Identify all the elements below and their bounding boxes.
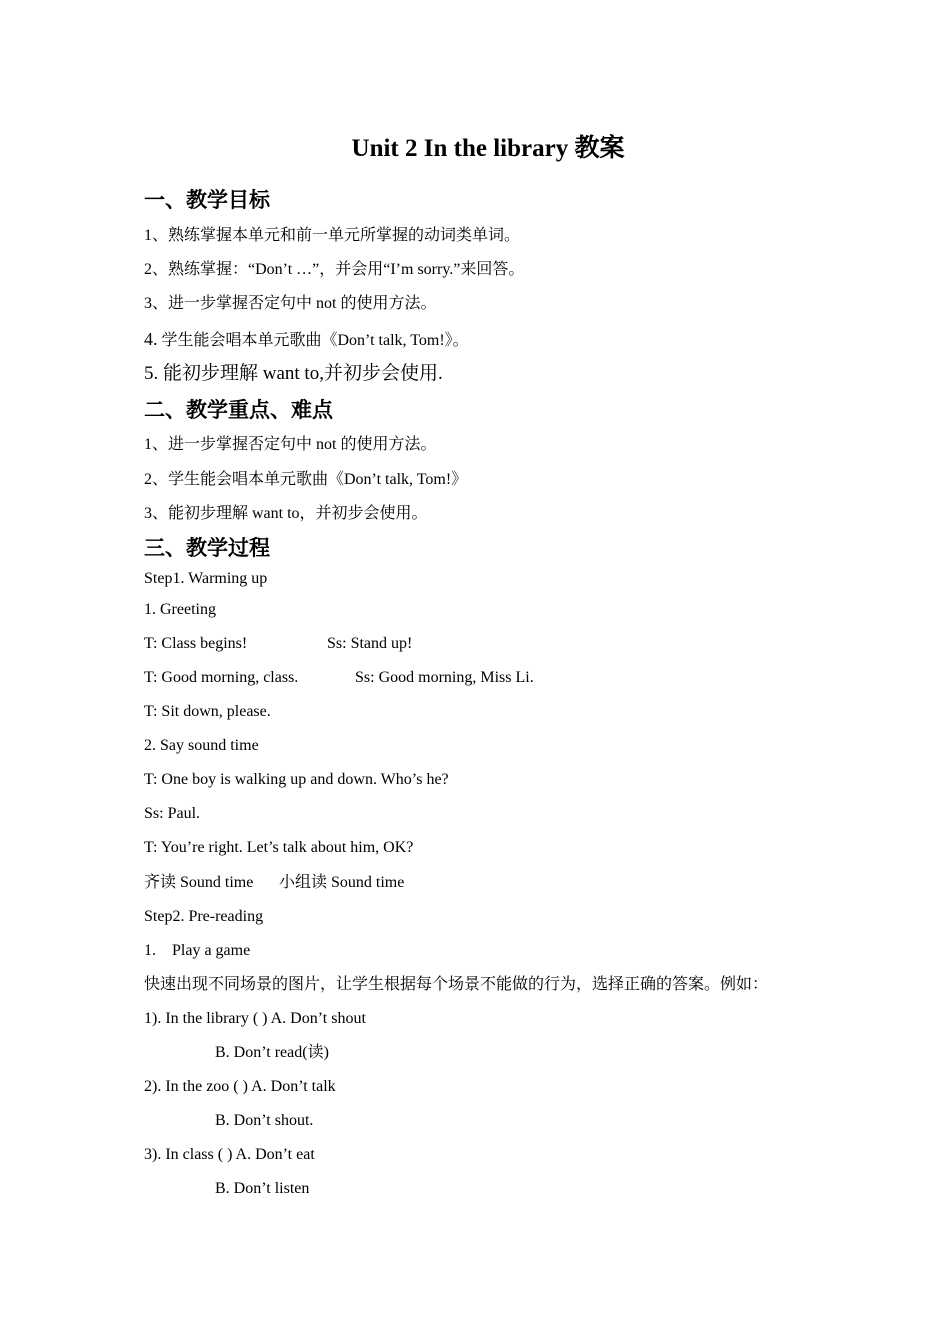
dialog-line: T: One boy is walking up and down. Who’s he? — [144, 771, 449, 788]
sub-step-text: Play a game — [172, 942, 251, 959]
step-heading: Step2. Pre-reading — [144, 908, 264, 925]
dialog-students: Ss: Stand up! — [327, 635, 413, 652]
dialog-line: T: Sit down, please. — [144, 703, 271, 720]
reading-group: 小组读 Sound time — [279, 874, 405, 891]
objective-text: 学生能会唱本单元歌曲《Don’t talk, Tom!》。 — [161, 332, 469, 349]
sub-step: 2. Say sound time — [144, 737, 259, 754]
step-heading: Step1. Warming up — [144, 570, 268, 587]
dialog-line: T: You’re right. Let’s talk about him, OK? — [144, 839, 414, 856]
sub-step-number: 1. — [144, 942, 156, 959]
sub-step — [144, 940, 250, 962]
section-heading-objectives: 一、教学目标 — [144, 188, 270, 212]
quiz-option: B. Don’t shout. — [215, 1112, 314, 1129]
objective-item — [144, 328, 469, 352]
quiz-question: 1). In the library ( ) A. Don’t shout — [144, 1010, 366, 1027]
quiz-question: 3). In class ( ) A. Don’t eat — [144, 1146, 315, 1163]
dialog-students: Ss: Good morning, Miss Li. — [355, 669, 534, 686]
key-point-item: 3、能初步理解 want to，并初步会使用。 — [144, 505, 428, 522]
dialog-line — [144, 667, 534, 689]
document-title: Unit 2 In the library 教案 — [351, 135, 625, 162]
dialog-line — [144, 633, 412, 655]
key-point-item: 2、学生能会唱本单元歌曲《Don’t talk, Tom!》 — [144, 471, 468, 488]
quiz-option: B. Don’t read(读) — [215, 1044, 329, 1061]
objective-number: 4. — [144, 329, 158, 349]
section-heading-key-points: 二、教学重点、难点 — [144, 398, 333, 422]
section-heading-process: 三、教学过程 — [144, 536, 270, 560]
dialog-teacher: T: Good morning, class. — [144, 669, 299, 686]
dialog-teacher: T: Class begins! — [144, 635, 248, 652]
objective-item: 1、熟练掌握本单元和前一单元所掌握的动词类单词。 — [144, 227, 521, 244]
quiz-question: 2). In the zoo ( ) A. Don’t talk — [144, 1078, 336, 1095]
sub-step: 1. Greeting — [144, 601, 216, 618]
objective-item: 5. 能初步理解 want to,并初步会使用. — [144, 363, 443, 384]
objective-item: 3、进一步掌握否定句中 not 的使用方法。 — [144, 295, 437, 312]
reading-activities — [144, 872, 404, 894]
key-point-item: 1、进一步掌握否定句中 not 的使用方法。 — [144, 436, 437, 453]
reading-all: 齐读 Sound time — [144, 874, 254, 891]
game-description: 快速出现不同场景的图片，让学生根据每个场景不能做的行为，选择正确的答案。例如： — [144, 976, 769, 993]
dialog-line: Ss: Paul. — [144, 805, 201, 822]
objective-item: 2、熟练掌握：“Don’t …”，并会用“I’m sorry.”来回答。 — [144, 261, 525, 278]
quiz-option: B. Don’t listen — [215, 1180, 310, 1197]
